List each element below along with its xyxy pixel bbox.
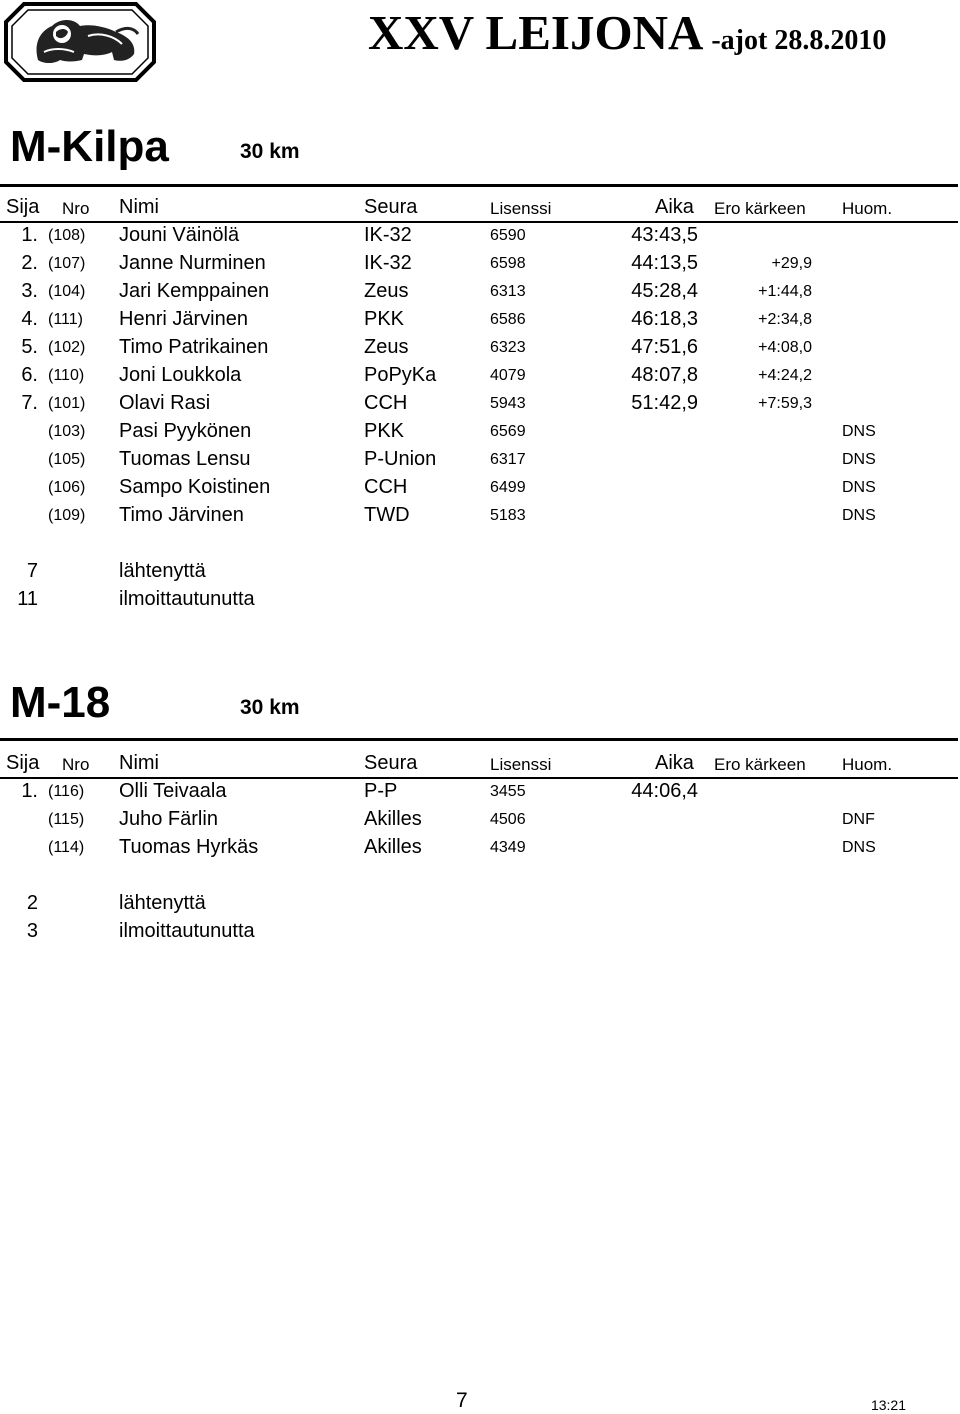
col-nro: Nro xyxy=(62,755,90,774)
summary-label: lähtenyttä xyxy=(119,892,206,914)
cell-lisenssi: 5183 xyxy=(490,507,526,524)
cell-lisenssi: 4079 xyxy=(490,367,526,384)
table-row xyxy=(0,504,960,532)
header-rule-bottom xyxy=(0,777,958,779)
cell-nro: (109) xyxy=(48,507,86,524)
cell-seura: PKK xyxy=(364,308,405,330)
cell-huom: DNS xyxy=(842,839,876,856)
cell-nimi: Timo Patrikainen xyxy=(119,336,269,358)
cell-ero: +2:34,8 xyxy=(758,311,812,328)
table-row xyxy=(0,448,960,476)
table-row xyxy=(0,252,960,280)
cell-huom: DNS xyxy=(842,451,876,468)
table-row xyxy=(0,224,960,252)
cell-seura: Zeus xyxy=(364,336,409,358)
cell-lisenssi: 4349 xyxy=(490,839,526,856)
table-row xyxy=(0,836,960,864)
cell-nimi: Joni Loukkola xyxy=(119,364,242,386)
cell-nro: (104) xyxy=(48,283,86,300)
cell-lisenssi: 3455 xyxy=(490,783,526,800)
summary-started xyxy=(0,560,400,588)
header-rule-top xyxy=(0,184,958,187)
cell-sija: 1. xyxy=(21,780,38,802)
cell-nimi: Jouni Väinölä xyxy=(119,224,240,246)
cell-sija: 5. xyxy=(21,336,38,358)
cell-sija: 3. xyxy=(21,280,38,302)
cell-seura: IK-32 xyxy=(364,252,412,274)
cell-aika: 47:51,6 xyxy=(631,336,698,358)
cell-huom: DNS xyxy=(842,423,876,440)
col-seura: Seura xyxy=(364,752,418,774)
table-header xyxy=(0,196,960,224)
cell-seura: Zeus xyxy=(364,280,409,302)
table-row xyxy=(0,336,960,364)
cell-nimi: Timo Järvinen xyxy=(119,504,244,526)
class-title: M-Kilpa xyxy=(10,122,169,171)
cell-nimi: Tuomas Hyrkäs xyxy=(119,836,259,858)
col-aika: Aika xyxy=(655,196,694,218)
summary-label: lähtenyttä xyxy=(119,560,206,582)
cell-aika: 44:06,4 xyxy=(631,780,698,802)
col-nimi: Nimi xyxy=(119,196,159,218)
cell-nimi: Sampo Koistinen xyxy=(119,476,271,498)
cell-lisenssi: 5943 xyxy=(490,395,526,412)
lion-logo-icon xyxy=(4,2,156,82)
cell-nro: (105) xyxy=(48,451,86,468)
cell-nro: (111) xyxy=(48,311,83,328)
cell-lisenssi: 6323 xyxy=(490,339,526,356)
cell-lisenssi: 6569 xyxy=(490,423,526,440)
cell-nro: (103) xyxy=(48,423,86,440)
header-rule-top xyxy=(0,738,958,741)
cell-aika: 51:42,9 xyxy=(631,392,698,414)
table-row xyxy=(0,808,960,836)
cell-huom: DNS xyxy=(842,507,876,524)
cell-aika: 44:13,5 xyxy=(631,252,698,274)
cell-lisenssi: 6590 xyxy=(490,227,526,244)
page-number: 7 xyxy=(456,1389,468,1412)
cell-nimi: Jari Kemppainen xyxy=(119,280,270,302)
cell-seura: Akilles xyxy=(364,836,422,858)
col-huom: Huom. xyxy=(842,199,893,218)
table-header xyxy=(0,752,960,780)
cell-nro: (114) xyxy=(48,839,85,856)
cell-nro: (106) xyxy=(48,479,86,496)
cell-nimi: Tuomas Lensu xyxy=(119,448,251,470)
cell-sija: 4. xyxy=(21,308,38,330)
cell-nimi: Olli Teivaala xyxy=(119,780,227,802)
class-distance: 30 km xyxy=(240,696,300,719)
event-title-sub: -ajot 28.8.2010 xyxy=(711,25,887,56)
col-sija: Sija xyxy=(6,196,40,218)
cell-ero: +7:59,3 xyxy=(758,395,812,412)
col-lisenssi: Lisenssi xyxy=(490,199,552,218)
table-row xyxy=(0,780,960,808)
cell-aika: 46:18,3 xyxy=(631,308,698,330)
table-row xyxy=(0,392,960,420)
class-distance: 30 km xyxy=(240,140,300,163)
cell-lisenssi: 4506 xyxy=(490,811,526,828)
summary-count: 3 xyxy=(26,920,38,942)
cell-nro: (107) xyxy=(48,255,86,272)
cell-seura: CCH xyxy=(364,392,408,414)
print-time: 13:21 xyxy=(870,1397,906,1413)
table-row xyxy=(0,308,960,336)
cell-seura: P-P xyxy=(364,780,398,802)
summary-count: 11 xyxy=(17,588,38,610)
cell-seura: TWD xyxy=(364,504,410,526)
cell-lisenssi: 6598 xyxy=(490,255,526,272)
cell-lisenssi: 6317 xyxy=(490,451,526,468)
summary-registered xyxy=(0,588,400,616)
cell-seura: PKK xyxy=(364,420,405,442)
col-lisenssi: Lisenssi xyxy=(490,755,552,774)
cell-lisenssi: 6586 xyxy=(490,311,526,328)
col-ero: Ero kärkeen xyxy=(714,755,806,774)
summary-registered xyxy=(0,920,400,948)
cell-sija: 7. xyxy=(21,392,38,414)
event-title-main: XXV LEIJONA xyxy=(368,5,704,60)
cell-ero: +4:08,0 xyxy=(758,339,812,356)
cell-lisenssi: 6313 xyxy=(490,283,526,300)
cell-sija: 6. xyxy=(21,364,38,386)
cell-ero: +1:44,8 xyxy=(758,283,812,300)
header-rule-bottom xyxy=(0,221,958,223)
cell-nro: (110) xyxy=(48,367,85,384)
cell-seura: PoPyKa xyxy=(364,364,437,386)
cell-nimi: Juho Färlin xyxy=(119,808,218,830)
cell-nro: (115) xyxy=(48,811,85,828)
cell-nimi: Janne Nurminen xyxy=(119,252,266,274)
table-row xyxy=(0,420,960,448)
col-nimi: Nimi xyxy=(119,752,159,774)
col-aika: Aika xyxy=(655,752,694,774)
col-huom: Huom. xyxy=(842,755,893,774)
cell-nimi: Olavi Rasi xyxy=(119,392,211,414)
table-row xyxy=(0,364,960,392)
cell-nro: (116) xyxy=(48,783,85,800)
cell-aika: 45:28,4 xyxy=(631,280,698,302)
cell-huom: DNF xyxy=(842,811,875,828)
cell-seura: IK-32 xyxy=(364,224,412,246)
col-sija: Sija xyxy=(6,752,40,774)
cell-nimi: Henri Järvinen xyxy=(119,308,248,330)
summary-label: ilmoittautunutta xyxy=(119,920,255,942)
cell-ero: +4:24,2 xyxy=(758,367,812,384)
cell-seura: Akilles xyxy=(364,808,422,830)
summary-started xyxy=(0,892,400,920)
col-nro: Nro xyxy=(62,199,90,218)
results-section-m-kilpa xyxy=(0,122,960,622)
summary-count: 7 xyxy=(26,560,38,582)
cell-nro: (108) xyxy=(48,227,86,244)
summary-label: ilmoittautunutta xyxy=(119,588,255,610)
event-title xyxy=(368,4,886,61)
summary-count: 2 xyxy=(26,892,38,914)
cell-aika: 43:43,5 xyxy=(631,224,698,246)
cell-seura: CCH xyxy=(364,476,408,498)
cell-sija: 2. xyxy=(21,252,38,274)
cell-sija: 1. xyxy=(21,224,38,246)
cell-aika: 48:07,8 xyxy=(631,364,698,386)
col-ero: Ero kärkeen xyxy=(714,199,806,218)
cell-seura: P-Union xyxy=(364,448,437,470)
cell-nro: (102) xyxy=(48,339,86,356)
cell-ero: +29,9 xyxy=(771,255,812,272)
class-title: M-18 xyxy=(10,678,111,727)
cell-lisenssi: 6499 xyxy=(490,479,526,496)
table-row xyxy=(0,280,960,308)
cell-nimi: Pasi Pyykönen xyxy=(119,420,252,442)
results-section-m-18 xyxy=(0,678,960,958)
table-row xyxy=(0,476,960,504)
cell-nro: (101) xyxy=(48,395,86,412)
col-seura: Seura xyxy=(364,196,418,218)
cell-huom: DNS xyxy=(842,479,876,496)
